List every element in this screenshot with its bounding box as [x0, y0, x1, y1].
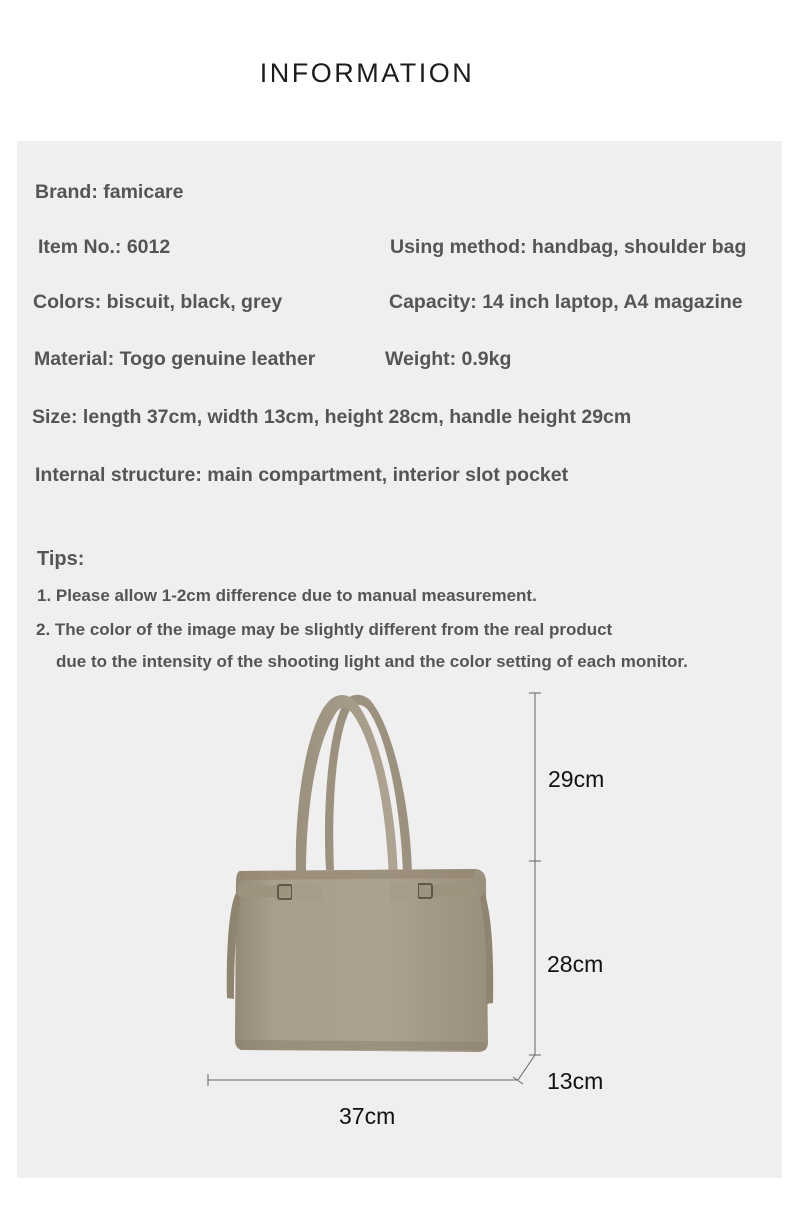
- spec-brand: Brand: famicare: [35, 181, 184, 203]
- spec-material: Material: Togo genuine leather: [34, 348, 316, 370]
- tip-1: 1. Please allow 1-2cm difference due to manual measurement.: [37, 586, 537, 605]
- tip-2-line-1: 2. The color of the image may be slightly different from the real product: [36, 620, 613, 639]
- spec-internal: Internal structure: main compartment, interior slot pocket: [35, 464, 569, 486]
- dim-width: 13cm: [547, 1068, 604, 1094]
- dim-height: 28cm: [547, 951, 604, 977]
- page-title: INFORMATION: [259, 58, 475, 88]
- tips-heading: Tips:: [37, 548, 85, 570]
- dim-handle-height: 29cm: [548, 766, 605, 792]
- spec-weight: Weight: 0.9kg: [385, 348, 512, 370]
- tip-2-line-2: due to the intensity of the shooting light and the color setting of each monitor.: [56, 652, 688, 671]
- spec-size: Size: length 37cm, width 13cm, height 28cm, handle height 29cm: [32, 406, 632, 428]
- spec-colors: Colors: biscuit, black, grey: [33, 291, 283, 313]
- spec-capacity: Capacity: 14 inch laptop, A4 magazine: [389, 291, 743, 313]
- spec-using-method: Using method: handbag, shoulder bag: [390, 236, 747, 258]
- back-handle: [325, 695, 412, 872]
- dim-length: 37cm: [339, 1103, 396, 1129]
- spec-item-no: Item No.: 6012: [38, 236, 171, 258]
